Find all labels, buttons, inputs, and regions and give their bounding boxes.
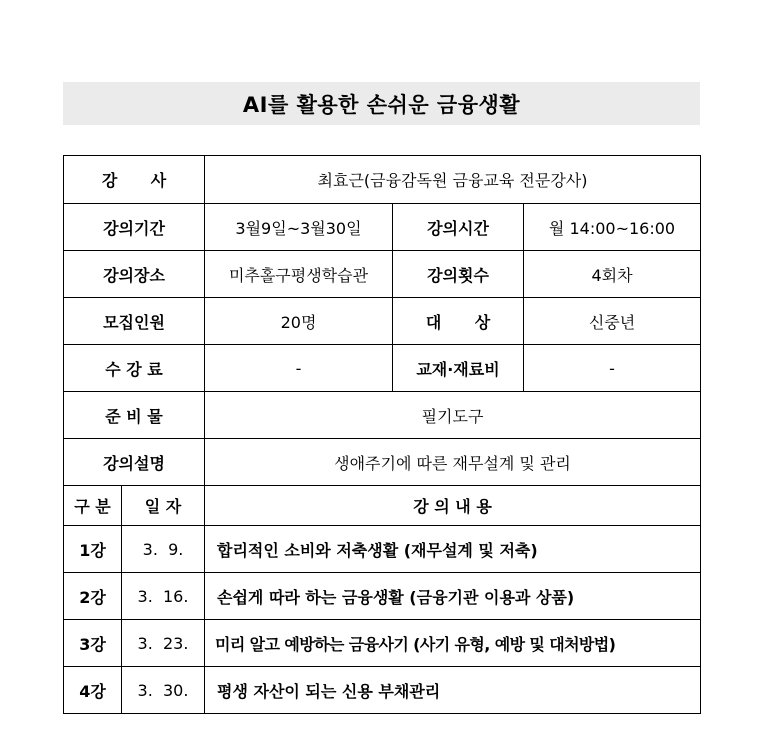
session-number: 4강 xyxy=(64,667,122,714)
instructor-value: 최효근(금융감독원 금융교육 전문강사) xyxy=(205,156,701,204)
sessions-value: 4회차 xyxy=(524,251,701,298)
date-header: 일 자 xyxy=(122,486,205,526)
session-date: 3. 16. xyxy=(122,573,205,620)
description-value: 생애주기에 따른 재무설계 및 관리 xyxy=(205,439,701,486)
table-row xyxy=(64,251,701,298)
materials-fee-value: - xyxy=(524,345,701,392)
target-label: 대 상 xyxy=(393,298,524,345)
page-title: AI를 활용한 손쉬운 금융생활 xyxy=(242,92,521,117)
session-date: 3. 9. xyxy=(122,526,205,573)
content-header: 강 의 내 용 xyxy=(205,486,701,526)
session-date: 3. 23. xyxy=(122,620,205,667)
table-row xyxy=(64,298,701,345)
period-value: 3월9일~3월30일 xyxy=(205,204,393,251)
time-value: 월 14:00~16:00 xyxy=(524,204,701,251)
table-row xyxy=(64,620,701,667)
session-number: 1강 xyxy=(64,526,122,573)
supplies-value: 필기도구 xyxy=(205,392,701,439)
fee-label: 수 강 료 xyxy=(64,345,205,392)
table-row xyxy=(64,526,701,573)
table-row xyxy=(64,345,701,392)
sessions-label: 강의횟수 xyxy=(393,251,524,298)
target-value: 신중년 xyxy=(524,298,701,345)
supplies-label: 준 비 물 xyxy=(64,392,205,439)
table-row xyxy=(64,204,701,251)
division-header: 구 분 xyxy=(64,486,122,526)
place-value: 미추홀구평생학습관 xyxy=(205,251,393,298)
instructor-label: 강 사 xyxy=(64,156,205,204)
table-row xyxy=(64,573,701,620)
capacity-value: 20명 xyxy=(205,298,393,345)
time-label: 강의시간 xyxy=(393,204,524,251)
session-content: 평생 자산이 되는 신용 부채관리 xyxy=(205,667,701,714)
table-row xyxy=(64,439,701,486)
place-label: 강의장소 xyxy=(64,251,205,298)
table-row xyxy=(64,156,701,204)
session-content: 합리적인 소비와 저축생활 (재무설계 및 저축) xyxy=(205,526,701,573)
materials-fee-label: 교재·재료비 xyxy=(393,345,524,392)
schedule-header-row xyxy=(64,486,701,526)
description-label: 강의설명 xyxy=(64,439,205,486)
fee-value: - xyxy=(205,345,393,392)
table-row xyxy=(64,392,701,439)
capacity-label: 모집인원 xyxy=(64,298,205,345)
session-date: 3. 30. xyxy=(122,667,205,714)
course-info-table xyxy=(63,155,701,714)
session-content: 미리 알고 예방하는 금융사기 (사기 유형, 예방 및 대처방법) xyxy=(205,620,701,667)
session-content: 손쉽게 따라 하는 금융생활 (금융기관 이용과 상품) xyxy=(205,573,701,620)
session-number: 2강 xyxy=(64,573,122,620)
session-number: 3강 xyxy=(64,620,122,667)
period-label: 강의기간 xyxy=(64,204,205,251)
title-bar xyxy=(63,82,700,125)
table-row xyxy=(64,667,701,714)
